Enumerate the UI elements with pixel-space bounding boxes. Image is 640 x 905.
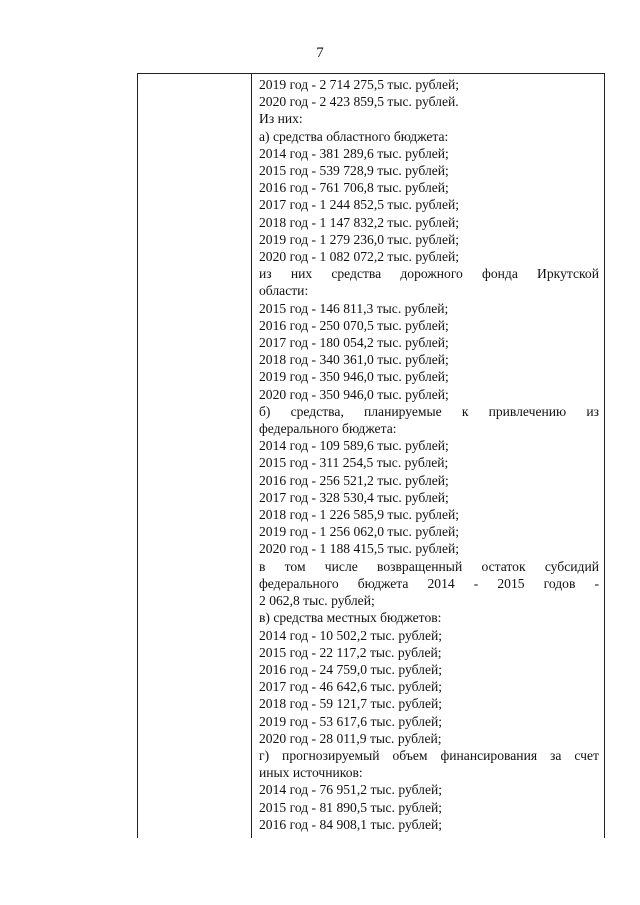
text-line: 2014 год - 381 289,6 тыс. рублей;: [259, 145, 449, 161]
text-line: 2017 год - 180 054,2 тыс. рублей;: [259, 335, 449, 351]
text-line: 2016 год - 84 908,1 тыс. рублей;: [259, 816, 443, 832]
text-line: г) прогнозируемый объем финансирования за счет: [259, 747, 599, 763]
text-line: в) средства местных бюджетов:: [259, 610, 442, 626]
text-line: 2 062,8 тыс. рублей;: [259, 593, 375, 609]
text-line: федерального бюджета 2014 - 2015 годов -: [259, 575, 599, 591]
text-line: 2020 год - 350 946,0 тыс. рублей;: [259, 386, 449, 402]
text-line: 2020 год - 1 188 415,5 тыс. рублей;: [259, 541, 460, 557]
text-line: 2018 год - 1 147 832,2 тыс. рублей;: [259, 214, 460, 230]
text-line: а) средства областного бюджета:: [259, 128, 449, 144]
text-line: 2014 год - 109 589,6 тыс. рублей;: [259, 438, 449, 454]
table-label-cell: [138, 74, 252, 838]
text-line: 2019 год - 1 256 062,0 тыс. рублей;: [259, 524, 460, 540]
text-line: 2015 год - 311 254,5 тыс. рублей;: [259, 455, 449, 471]
text-line: 2016 год - 24 759,0 тыс. рублей;: [259, 661, 443, 677]
text-line: 2020 год - 2 423 859,5 тыс. рублей.: [259, 94, 459, 110]
text-line: в том числе возвращенный остаток субсидий: [259, 558, 599, 574]
text-line: 2018 год - 59 121,7 тыс. рублей;: [259, 696, 443, 712]
text-line: области:: [259, 283, 309, 299]
page-number: 7: [316, 45, 324, 61]
text-line: из них средства дорожного фонда Иркутской: [259, 266, 599, 282]
text-line: 2016 год - 256 521,2 тыс. рублей;: [259, 472, 449, 488]
text-line: 2015 год - 539 728,9 тыс. рублей;: [259, 163, 449, 179]
text-line: 2016 год - 761 706,8 тыс. рублей;: [259, 180, 449, 196]
text-line: 2020 год - 1 082 072,2 тыс. рублей;: [259, 249, 460, 265]
funding-table: [137, 73, 605, 838]
text-line: 2014 год - 10 502,2 тыс. рублей;: [259, 627, 443, 643]
text-line: 2019 год - 1 279 236,0 тыс. рублей;: [259, 231, 460, 247]
text-line: 2017 год - 46 642,6 тыс. рублей;: [259, 679, 443, 695]
text-line: 2015 год - 146 811,3 тыс. рублей;: [259, 300, 449, 316]
text-line: иных источников:: [259, 765, 363, 781]
text-line: 2016 год - 250 070,5 тыс. рублей;: [259, 317, 449, 333]
text-line: 2018 год - 340 361,0 тыс. рублей;: [259, 352, 449, 368]
text-line: б) средства, планируемые к привлечению из: [259, 403, 599, 419]
text-line: 2014 год - 76 951,2 тыс. рублей;: [259, 782, 443, 798]
text-line: Из них:: [259, 111, 303, 127]
table-content-cell: [252, 74, 604, 833]
text-line: 2019 год - 2 714 275,5 тыс. рублей;: [259, 77, 460, 92]
text-line: 2019 год - 53 617,6 тыс. рублей;: [259, 713, 443, 729]
text-line: 2020 год - 28 011,9 тыс. рублей;: [259, 730, 442, 746]
text-line: федерального бюджета:: [259, 421, 397, 437]
text-line: 2019 год - 350 946,0 тыс. рублей;: [259, 369, 449, 385]
text-line: 2018 год - 1 226 585,9 тыс. рублей;: [259, 507, 460, 523]
text-line: 2015 год - 22 117,2 тыс. рублей;: [259, 644, 442, 660]
text-line: 2017 год - 1 244 852,5 тыс. рублей;: [259, 197, 460, 213]
text-line: 2015 год - 81 890,5 тыс. рублей;: [259, 799, 443, 815]
text-line: 2017 год - 328 530,4 тыс. рублей;: [259, 489, 449, 505]
